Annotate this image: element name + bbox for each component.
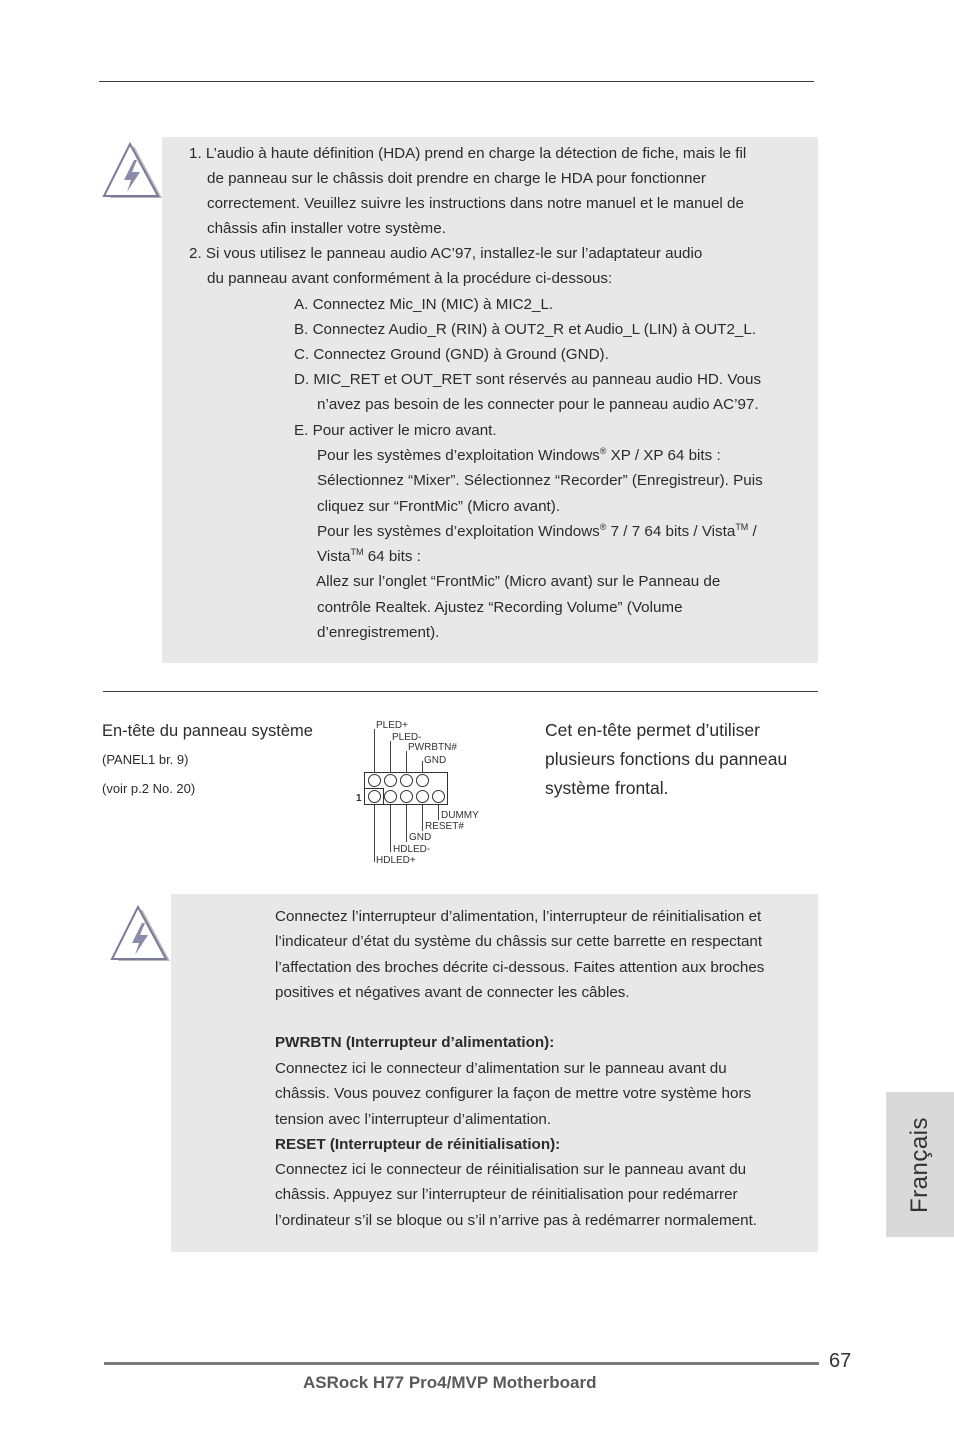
footer-product: ASRock H77 Pro4/MVP Motherboard (303, 1373, 597, 1392)
pin (432, 790, 445, 803)
note2-intro: l’affectation des broches décrite ci-dessous. Faites attention aux broches (275, 959, 765, 976)
note1-step: n’avez pas besoin de les connecter pour le panneau audio AC’97. (317, 396, 759, 413)
note1-line: Sélectionnez “Mixer”. Sélectionnez “Recorder” (Enregistreur). Puis (317, 472, 763, 489)
pin-lead (422, 805, 423, 831)
note1-step: E. Pour activer le micro avant. (294, 422, 497, 439)
pin (368, 774, 381, 787)
pin (416, 774, 429, 787)
pwrbtn-text: Connectez ici le connecteur d’alimentation sur le panneau avant du (275, 1060, 727, 1077)
pin (416, 790, 429, 803)
pin-label: PWRBTN# (408, 742, 457, 753)
note1-line: contrôle Realtek. Ajustez “Recording Volume” (Volume (317, 599, 683, 616)
note1-line: cliquez sur “FrontMic” (Micro avant). (317, 498, 561, 515)
panel-subtitle: (PANEL1 br. 9) (102, 752, 189, 767)
note1-line: du panneau avant conformément à la procédure ci-dessous: (207, 270, 613, 287)
note2-intro: Connectez l’interrupteur d’alimentation, l’interrupteur de réinitialisation et (275, 908, 762, 925)
pin-label: HDLED- (393, 844, 431, 855)
pin-label: RESET# (425, 821, 464, 832)
pin-label: PLED- (392, 732, 422, 743)
reset-heading: RESET (Interrupteur de réinitialisation): (275, 1136, 561, 1153)
note2-intro: l’indicateur d’état du système du châssis sur cette barrette en respectant (275, 933, 763, 950)
pwrbtn-text: tension avec l’interrupteur d’alimentation. (275, 1111, 552, 1128)
section-rule (103, 691, 818, 692)
note1-line: d’enregistrement). (317, 624, 440, 641)
pin (368, 790, 381, 803)
language-tab (886, 1092, 954, 1237)
pin-label: GND (424, 755, 447, 766)
panel-description: plusieurs fonctions du panneau (545, 749, 788, 769)
warning-icon (108, 905, 172, 965)
warning-icon (100, 142, 164, 202)
pin-label: DUMMY (441, 810, 479, 821)
top-rule (99, 81, 814, 82)
reset-text: Connectez ici le connecteur de réinitialisation sur le panneau avant du (275, 1161, 747, 1178)
pwrbtn-text: châssis. Vous pouvez configurer la façon de mettre votre système hors (275, 1085, 752, 1102)
note1-step: A. Connectez Mic_IN (MIC) à MIC2_L. (294, 296, 554, 313)
panel-description: Cet en-tête permet d’utiliser (545, 720, 760, 740)
pin-lead (374, 805, 375, 862)
reset-text: châssis. Appuyez sur l’interrupteur de réinitialisation pour redémarrer (275, 1186, 738, 1203)
pin (400, 790, 413, 803)
pin-lead (390, 805, 391, 852)
pin-lead (406, 751, 407, 773)
note1-line: Allez sur l’onglet “FrontMic” (Micro avant) sur le Panneau de (316, 573, 721, 590)
panel-description: système frontal. (545, 778, 669, 798)
note1-line: 2. Si vous utilisez le panneau audio AC’97, installez-le sur l’adaptateur audio (189, 245, 703, 262)
pin (384, 790, 397, 803)
pin (400, 774, 413, 787)
pin-label: GND (409, 832, 432, 843)
pin-label: HDLED+ (376, 855, 416, 866)
language-tab-label: Français (906, 1116, 933, 1213)
note1-vista-line: Vista™ 64 bits : (317, 546, 421, 565)
pin-label: PLED+ (376, 720, 408, 731)
pin-lead (374, 729, 375, 773)
note1-line: châssis afin installer votre système. (207, 220, 446, 237)
panel-reference: (voir p.2 No. 20) (102, 781, 196, 796)
note1-line: correctement. Veuillez suivre les instructions dans notre manuel et le manuel de (207, 195, 744, 212)
footer-rule (104, 1362, 819, 1365)
pin1-label: 1 (356, 793, 362, 804)
panel-title: En-tête du panneau système (102, 722, 313, 740)
note1-line: de panneau sur le châssis doit prendre en charge le HDA pour fonctionner (207, 170, 706, 187)
pin (384, 774, 397, 787)
note1-line: 1. L’audio à haute définition (HDA) prend en charge la détection de fiche, mais le fil (189, 145, 747, 162)
pin-lead (390, 741, 391, 773)
page-number: 67 (829, 1350, 852, 1372)
note1-step: C. Connectez Ground (GND) à Ground (GND). (294, 346, 609, 363)
note1-step: D. MIC_RET et OUT_RET sont réservés au panneau audio HD. Vous (294, 371, 762, 388)
reset-text: l’ordinateur s’il se bloque ou s’il n’arrive pas à redémarrer normalement. (275, 1212, 758, 1229)
pwrbtn-heading: PWRBTN (Interrupteur d’alimentation): (275, 1034, 555, 1051)
note1-step: B. Connectez Audio_R (RIN) à OUT2_R et Audio_L (LIN) à OUT2_L. (294, 321, 757, 338)
pin-lead (438, 805, 439, 820)
note1-xp-line: Pour les systèmes d’exploitation Windows® XP / XP 64 bits : (317, 445, 721, 464)
pin-lead (406, 805, 407, 842)
note2-intro: positives et négatives avant de connecter les câbles. (275, 984, 630, 1001)
note1-w7-line: Pour les systèmes d’exploitation Windows® 7 / 7 64 bits / Vista™ / (317, 521, 757, 540)
